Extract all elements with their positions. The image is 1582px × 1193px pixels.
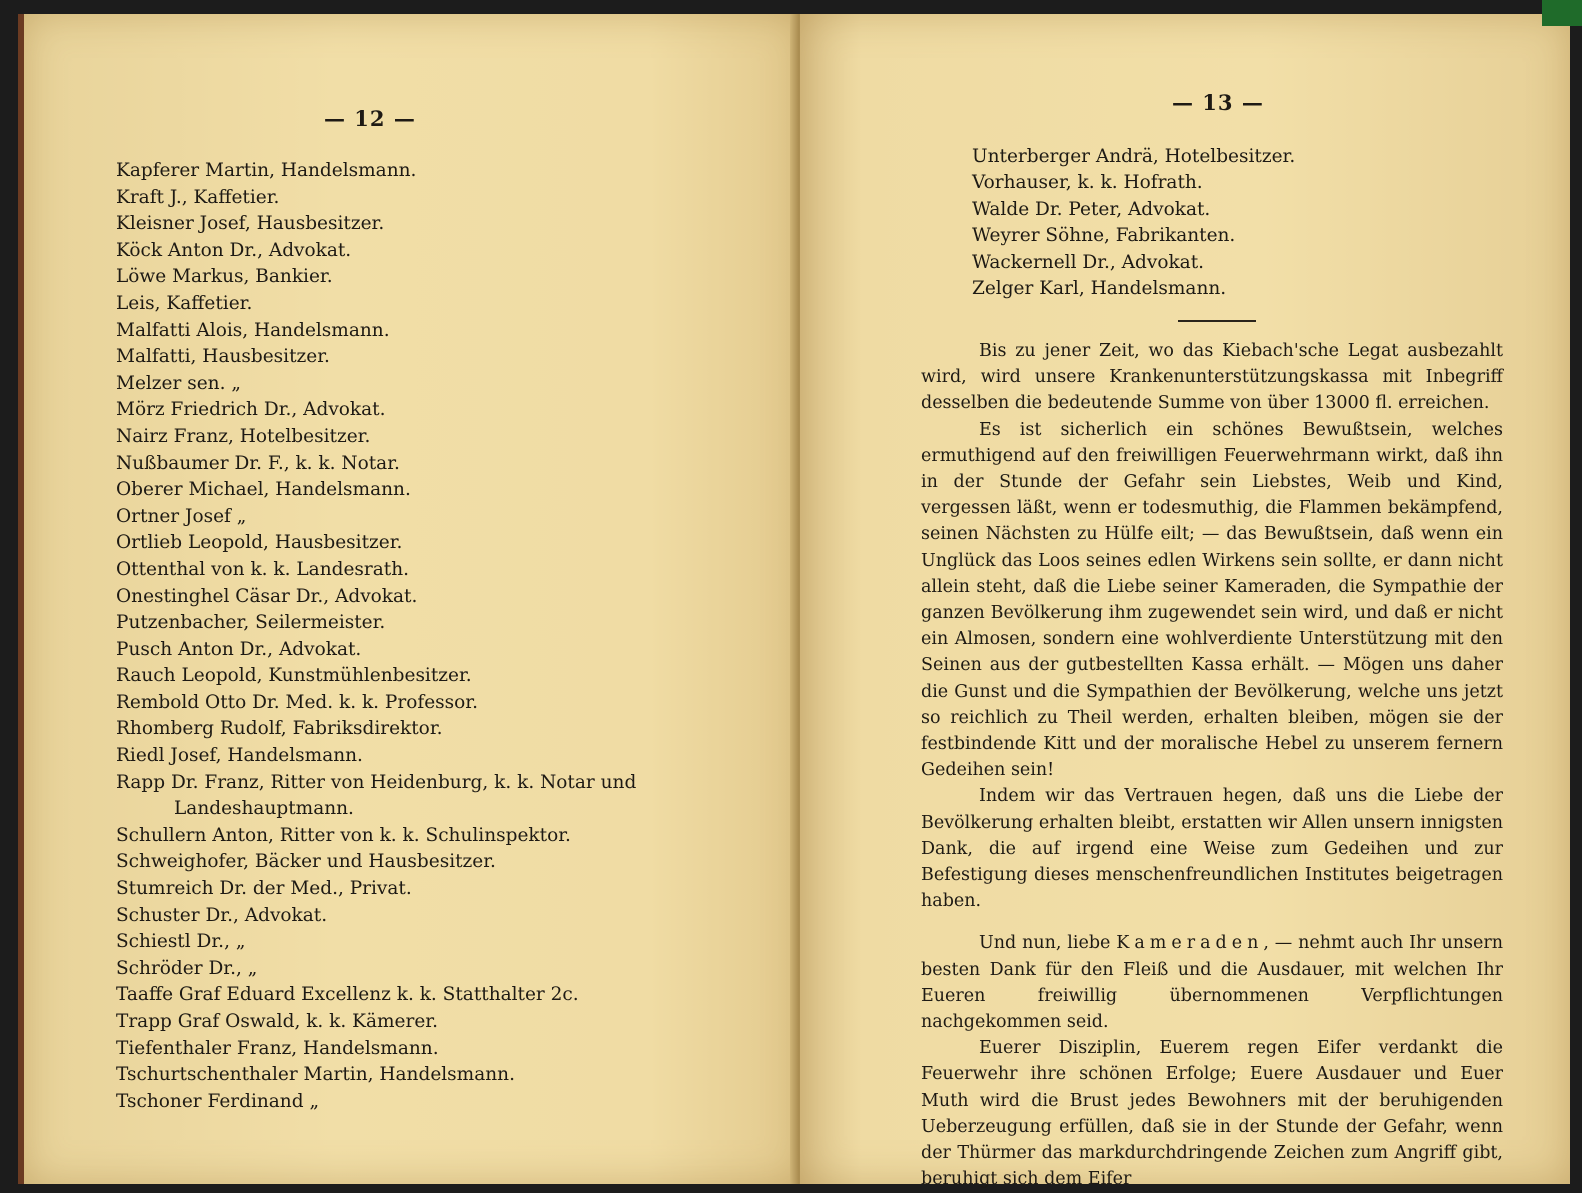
list-item: Weyrer Söhne, Fabrikanten. (972, 225, 1236, 247)
list-item: Onestinghel Cäsar Dr., Advokat. (116, 585, 418, 607)
section-divider (1178, 320, 1256, 322)
member-list-left (116, 158, 676, 1115)
paragraph: Es ist sicherlich ein schönes Bewußtsein, welches ermuthigend auf den freiwilligen Feuerwehrmann wirkt, daß ihn in der Stunde der Gefahr sein Liebstes, Weib und Kind, vergessen läßt, wenn er todesmuthig, die Flammen bekämpfend, seinen Nächsten zu Hülfe eilt; — das Bewußtsein, daß wenn ein Unglück das Loos seines edlen Wirkens sein sollte, er dann nicht allein steht, daß die Liebe seiner Kameraden, die Sympathie der ganzen Bevölkerung ihm zugewendet sein wird, und daß er nicht ein Almosen, sondern eine wohlverdiente Unterstützung mit den Seinen aus der gutbestellten Kassa erhält. — Mögen uns daher die Gunst und die Sympathien der Bevölkerung, welche uns jetzt so reichlich zu Theil werden, erhalten bleiben, mögen sie der festbindende Kitt und der moralische Hebel zu unserem fernern Gedeihen sein! (921, 419, 1503, 781)
list-item: Stumreich Dr. der Med., Privat. (116, 878, 412, 900)
page-number-left: — 12 — (324, 106, 416, 131)
list-item: Nußbaumer Dr. F., k. k. Notar. (116, 452, 400, 474)
list-item: Tschurtschenthaler Martin, Handelsmann. (116, 1064, 515, 1086)
list-item: Schiestl Dr., „ (116, 931, 246, 953)
list-item: Melzer sen. „ (116, 372, 241, 394)
list-item: Trapp Graf Oswald, k. k. Kämerer. (116, 1011, 438, 1032)
list-item: Pusch Anton Dr., Advokat. (116, 638, 362, 660)
closing-intro: Und nun, liebe (979, 933, 1117, 954)
right-page (800, 14, 1570, 1190)
left-page (18, 14, 804, 1184)
list-item: Ortner Josef „ (116, 505, 247, 527)
list-item: Oberer Michael, Handelsmann. (116, 479, 411, 501)
list-item: Vorhauser, k. k. Hofrath. (972, 172, 1203, 194)
list-item: Schweighofer, Bäcker und Hausbesitzer. (116, 851, 496, 873)
list-item: Ortlieb Leopold, Hausbesitzer. (116, 532, 403, 554)
list-item: Putzenbacher, Seilermeister. (116, 612, 386, 634)
list-item: Rhomberg Rudolf, Fabriksdirektor. (116, 718, 443, 740)
list-item: Rapp Dr. Franz, Ritter von Heidenburg, k. k. Notar und (116, 771, 637, 793)
list-item: Rauch Leopold, Kunstmühlenbesitzer. (116, 665, 472, 687)
page-number-right: — 13 — (1172, 90, 1264, 115)
closing-rest: , — nehmt auch Ihr unsern besten Dank für den Fleiß und die Ausdauer, mit welchen Ihr Eueren freiwillig übernommenen Verpflichtungen nachgekommen seid. (921, 933, 1503, 1033)
list-item: Nairz Franz, Hotelbesitzer. (116, 425, 371, 447)
list-item: Kapferer Martin, Handelsmann. (116, 160, 417, 181)
list-item: Tiefenthaler Franz, Handelsmann. (116, 1037, 439, 1059)
paragraph: Euerer Disziplin, Euerem regen Eifer verdankt die Feuerwehr ihre schönen Erfolge; Euere Ausdauer und Euer Muth wird die Brust jedes Bewohners mit der beruhigenden Ueberzeugung erfüllen, daß sie in der Stunde der Gefahr, wenn der Thürmer das markdurchdringende Zeichen zum Angriff gibt, beruhigt sich dem Eifer (921, 1038, 1503, 1190)
list-item: Schullern Anton, Ritter von k. k. Schulinspektor. (116, 824, 571, 846)
paragraph: Bis zu jener Zeit, wo das Kiebach'sche Legat ausbezahlt wird, wird unsere Krankenunterstützungskassa mit Inbegriff desselben die bedeutende Summe von über 13000 fl. erreichen. (921, 341, 1503, 414)
list-item: Mörz Friedrich Dr., Advokat. (116, 399, 386, 421)
list-item: Malfatti Alois, Handelsmann. (116, 319, 390, 341)
background-edge (1542, 0, 1582, 26)
list-item: Landeshauptmann. (174, 798, 354, 820)
list-item: Malfatti, Hausbesitzer. (116, 346, 330, 368)
list-item: Zelger Karl, Handelsmann. (972, 278, 1227, 300)
body-text (921, 338, 1503, 1193)
list-item: Riedl Josef, Handelsmann. (116, 745, 363, 767)
paragraph-closing (921, 930, 1503, 1035)
list-item: Walde Dr. Peter, Advokat. (972, 198, 1211, 220)
list-item: Taaffe Graf Eduard Excellenz k. k. Statthalter 2c. (116, 984, 579, 1006)
list-item: Schröder Dr., „ (116, 957, 258, 979)
list-item: Leis, Kaffetier. (116, 292, 253, 314)
list-item: Kraft J., Kaffetier. (116, 186, 280, 208)
list-item: Ottenthal von k. k. Landesrath. (116, 558, 410, 580)
member-list-right (972, 144, 1372, 302)
list-item: Tschoner Ferdinand „ (116, 1090, 320, 1112)
closing-emphasis: Kameraden (1116, 933, 1264, 954)
list-item: Löwe Markus, Bankier. (116, 266, 333, 288)
list-item: Unterberger Andrä, Hotelbesitzer. (972, 146, 1296, 167)
list-item: Wackernell Dr., Advokat. (972, 251, 1205, 273)
list-item: Köck Anton Dr., Advokat. (116, 239, 352, 261)
list-item: Rembold Otto Dr. Med. k. k. Professor. (116, 691, 478, 713)
list-item: Schuster Dr., Advokat. (116, 904, 328, 926)
paragraph: Indem wir das Vertrauen hegen, daß uns die Liebe der Bevölkerung erhalten bleibt, erstatten wir Allen unsern innigsten Dank, die auf irgend eine Weise zum Gedeihen und zur Befestigung dieses menschenfreundlichen Institutes beigetragen haben. (921, 786, 1503, 912)
list-item: Kleisner Josef, Hausbesitzer. (116, 213, 385, 235)
